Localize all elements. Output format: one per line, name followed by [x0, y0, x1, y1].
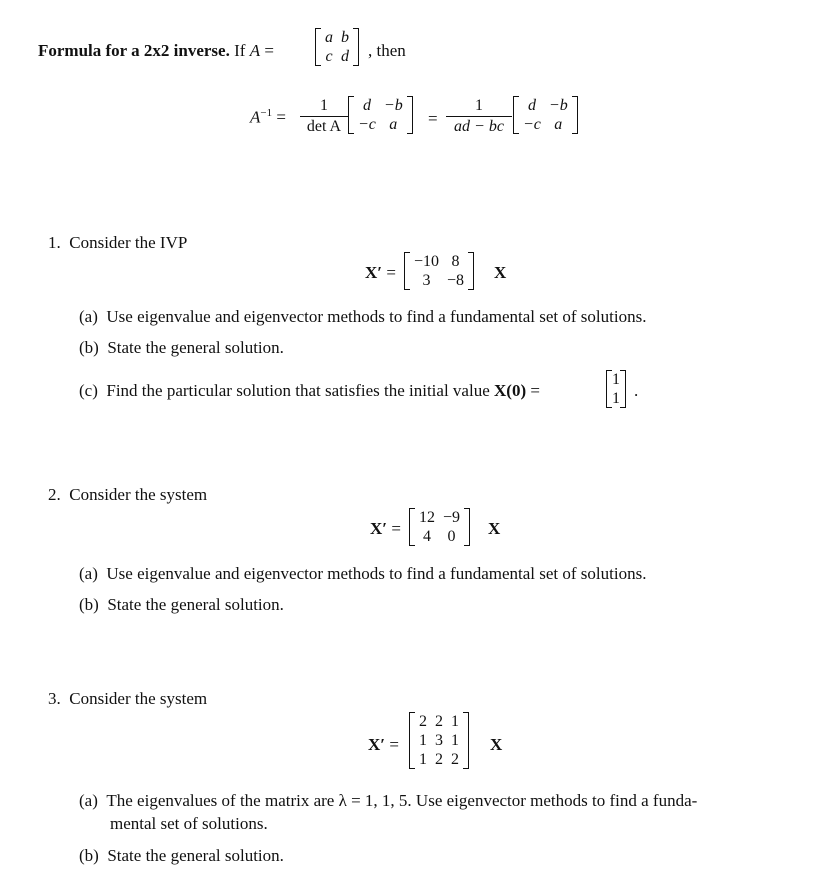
problem-2-matrix: 12 −9 4 0: [409, 508, 470, 546]
problem-1-end: .: [634, 381, 639, 400]
problem-3-rhs: X: [490, 735, 503, 754]
problem-3-lhs: X′ =: [368, 735, 399, 754]
problem-1-part-a: (a) Use eigenvalue and eigenvector methods to find a fundamental set of solutions.: [79, 307, 647, 326]
inverse-eq2: =: [428, 109, 438, 128]
problem-3-matrix: 2 2 1 1 3 1 1 2 2: [409, 712, 469, 769]
formula-intro: [38, 41, 274, 61]
problem-3-part-a-cont: mental set of solutions.: [110, 814, 268, 833]
problem-2-intro: 2. Consider the system: [48, 485, 208, 504]
matrix-A: a b c d: [315, 28, 359, 66]
problem-1-part-b: (b) State the general solution.: [79, 338, 284, 357]
problem-1-part-c: (c) Find the particular solution that satisfies the initial value X(0) =: [79, 381, 540, 400]
adjugate-matrix-2: d −b −c a: [513, 96, 578, 134]
problem-2-lhs: X′ =: [370, 519, 401, 538]
inverse-lhs: $A^{-1}$ =: [250, 107, 286, 127]
problem-1-intro: 1. Consider the IVP: [48, 233, 188, 252]
fraction-det: 1 det A: [300, 96, 348, 137]
adjugate-matrix-1: d −b −c a: [348, 96, 413, 134]
fraction-ad-bc: $\frac{1}{ad - bc}$: [446, 96, 512, 137]
formula-then: , then: [368, 41, 406, 60]
formula-if: If: [234, 41, 246, 60]
problem-3-part-a: (a) The eigenvalues of the matrix are λ = 1, 1, 5. Use eigenvector methods to find a funda-: [79, 791, 698, 810]
formula-A: A: [249, 41, 261, 60]
problem-3-part-b: (b) State the general solution.: [79, 846, 284, 865]
formula-title: Formula for a 2x2 inverse.: [38, 41, 230, 60]
problem-1-rhs: X: [494, 263, 507, 282]
problem-2-rhs: X: [488, 519, 501, 538]
problem-2-part-b: (b) State the general solution.: [79, 595, 284, 614]
problem-1-matrix: −10 8 3 −8: [404, 252, 474, 290]
initial-value-vector: 1 1: [606, 370, 626, 408]
formula-eq: =: [264, 41, 274, 60]
problem-1-lhs: X′ =: [365, 263, 396, 282]
problem-2-part-a: (a) Use eigenvalue and eigenvector methods to find a fundamental set of solutions.: [79, 564, 647, 583]
problem-3-intro: 3. Consider the system: [48, 689, 208, 708]
